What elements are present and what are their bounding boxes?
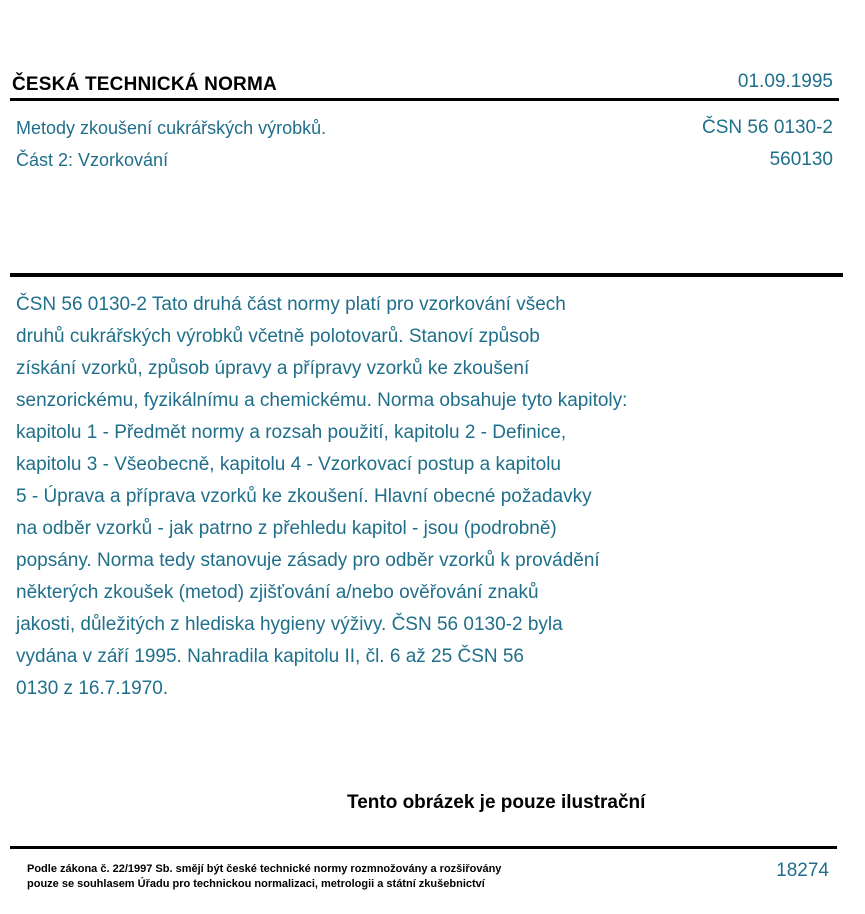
abstract-line: druhů cukrářských výrobků včetně polotovarů. Stanoví způsob xyxy=(16,326,540,347)
standard-class-number: 560130 xyxy=(769,149,833,170)
standard-code: ČSN 56 0130-2 xyxy=(702,117,833,138)
document-header-title: ČESKÁ TECHNICKÁ NORMA xyxy=(12,74,277,95)
standard-title-line1: Metody zkoušení cukrářských výrobků. xyxy=(16,118,327,138)
abstract-line: ČSN 56 0130-2 Tato druhá část normy platí pro vzorkování všech xyxy=(16,294,566,315)
abstract-line: kapitolu 1 - Předmět normy a rozsah použití, kapitolu 2 - Definice, xyxy=(16,422,567,443)
legal-notice-line2: pouze se souhlasem Úřadu pro technickou normalizaci, metrologii a státní zkušebnictví xyxy=(27,878,485,890)
abstract-line: 0130 z 16.7.1970. xyxy=(16,678,169,699)
abstract-line: získání vzorků, způsob úpravy a přípravy vzorků ke zkoušení xyxy=(16,358,530,379)
abstract-line: jakosti, důležitých z hlediska hygieny výživy. ČSN 56 0130-2 byla xyxy=(16,614,563,635)
footer-rule xyxy=(10,846,837,849)
standard-title-line2: Část 2: Vzorkování xyxy=(16,150,169,170)
abstract-line: popsány. Norma tedy stanovuje zásady pro odběr vzorků k provádění xyxy=(16,550,600,571)
abstract-line: některých zkoušek (metod) zjišťování a/nebo ověřování znaků xyxy=(16,582,539,603)
abstract-line: kapitolu 3 - Všeobecně, kapitolu 4 - Vzorkovací postup a kapitolu xyxy=(16,454,561,475)
abstract-line: vydána v září 1995. Nahradila kapitolu II, čl. 6 až 25 ČSN 56 xyxy=(16,646,524,667)
abstract-top-rule xyxy=(10,273,843,277)
header-rule xyxy=(10,98,839,101)
document-number: 18274 xyxy=(776,860,829,881)
illustration-note: Tento obrázek je pouze ilustrační xyxy=(347,792,646,813)
legal-notice xyxy=(27,862,501,892)
publication-date: 01.09.1995 xyxy=(737,71,833,92)
legal-notice-line1: Podle zákona č. 22/1997 Sb. smějí být české technické normy rozmnožovány a rozšiřovány xyxy=(27,863,502,875)
abstract-line: na odběr vzorků - jak patrno z přehledu kapitol - jsou (podrobně) xyxy=(16,518,557,539)
abstract-line: 5 - Úprava a příprava vzorků ke zkoušení. Hlavní obecné požadavky xyxy=(16,486,592,507)
abstract-line: senzorickému, fyzikálnímu a chemickému. Norma obsahuje tyto kapitoly: xyxy=(16,390,628,411)
abstract-text xyxy=(16,289,716,705)
